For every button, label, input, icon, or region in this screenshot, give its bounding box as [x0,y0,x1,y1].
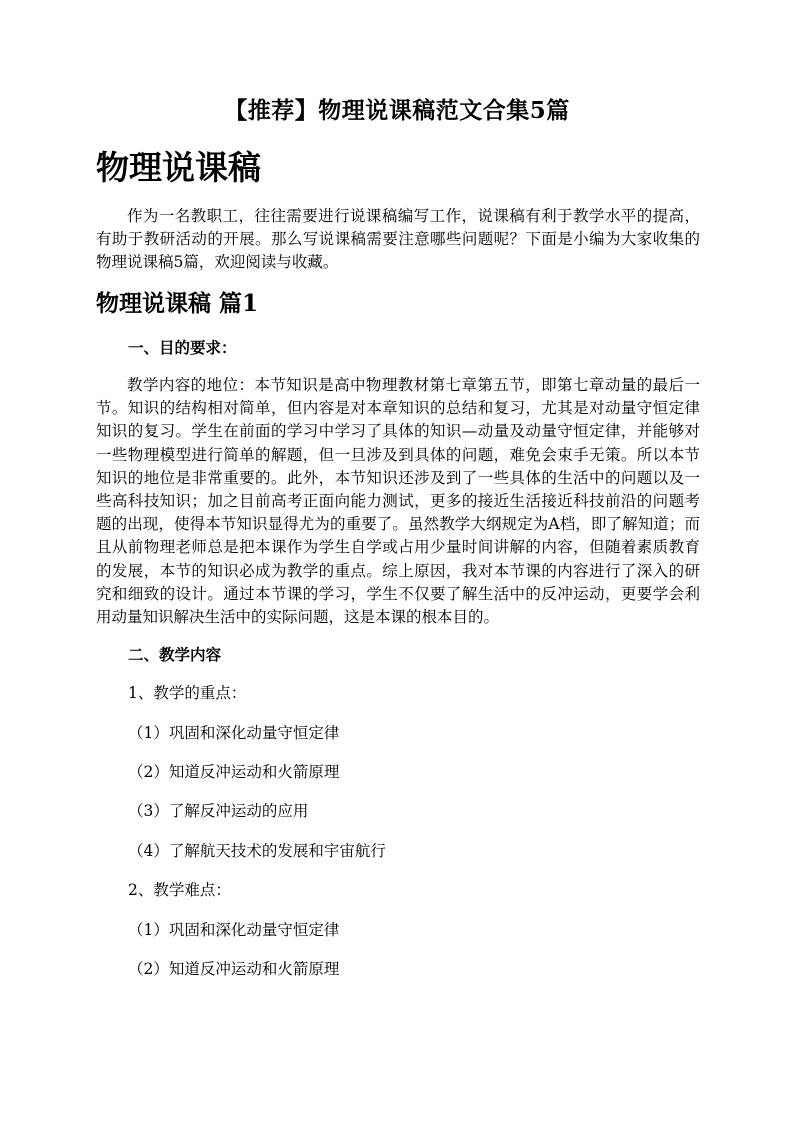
key-points-label: 1、教学的重点： [128,684,247,702]
difficulties-label: 2、教学难点： [128,881,231,899]
section-title: 物理说课稿 篇1 [96,290,259,317]
list-item: （4）了解航天技术的发展和宇宙航行 [128,842,386,860]
list-item: （2）知道反冲运动和火箭原理 [128,960,340,978]
list-item: （3）了解反冲运动的应用 [128,802,309,820]
body-paragraph: 教学内容的地位：本节知识是高中物理教材第七章第五节，即第七章动量的最后一节。知识的结构相对简单，但内容是对本章知识的总结和复习，尤其是对动量守恒定律知识的复习。学生在前面的学习中学习了具体的知识—动量及动量守恒定律，并能够对一些物理模型进行简单的解题，但一旦涉及到具体的问题，难免会束手无策。所以本节知识的地位是非常重要的。此外，本节知识还涉及到了一些具体的生活中的问题以及一些高科技知识；加之目前高考正面向能力测试，更多的接近生活接近科技前沿的问题考题的出现，使得本节知识显得尤为的重要了。虽然教学大纲规定为A档，即了解知道；而且从前物理老师总是把本课作为学生自学或占用少量时间讲解的内容，但随着素质教育的发展，本节的知识必成为教学的重点。综上原因，我对本节课的内容进行了深入的研究和细致的设计。通过本节课的学习，学生不仅要了解生活中的反冲运动，更要学会利用动量知识解决生活中的实际问题，这是本课的根本目的。 [96,376,700,627]
list-item: （1）巩固和深化动量守恒定律 [128,724,340,742]
document-title: 【推荐】物理说课稿范文合集5篇 [224,97,570,124]
main-title: 物理说课稿 [96,148,261,187]
intro-paragraph: 作为一名教职工，往往需要进行说课稿编写工作，说课稿有利于教学水平的提高，有助于教研活动的开展。那么写说课稿需要注意哪些问题呢？下面是小编为大家收集的物理说课稿5篇，欢迎阅读与收藏。 [96,207,700,272]
list-item: （1）巩固和深化动量守恒定律 [128,921,340,939]
subheading-objectives: 一、目的要求： [128,338,237,357]
subheading-content: 二、教学内容 [128,645,222,664]
list-item: （2）知道反冲运动和火箭原理 [128,763,340,781]
